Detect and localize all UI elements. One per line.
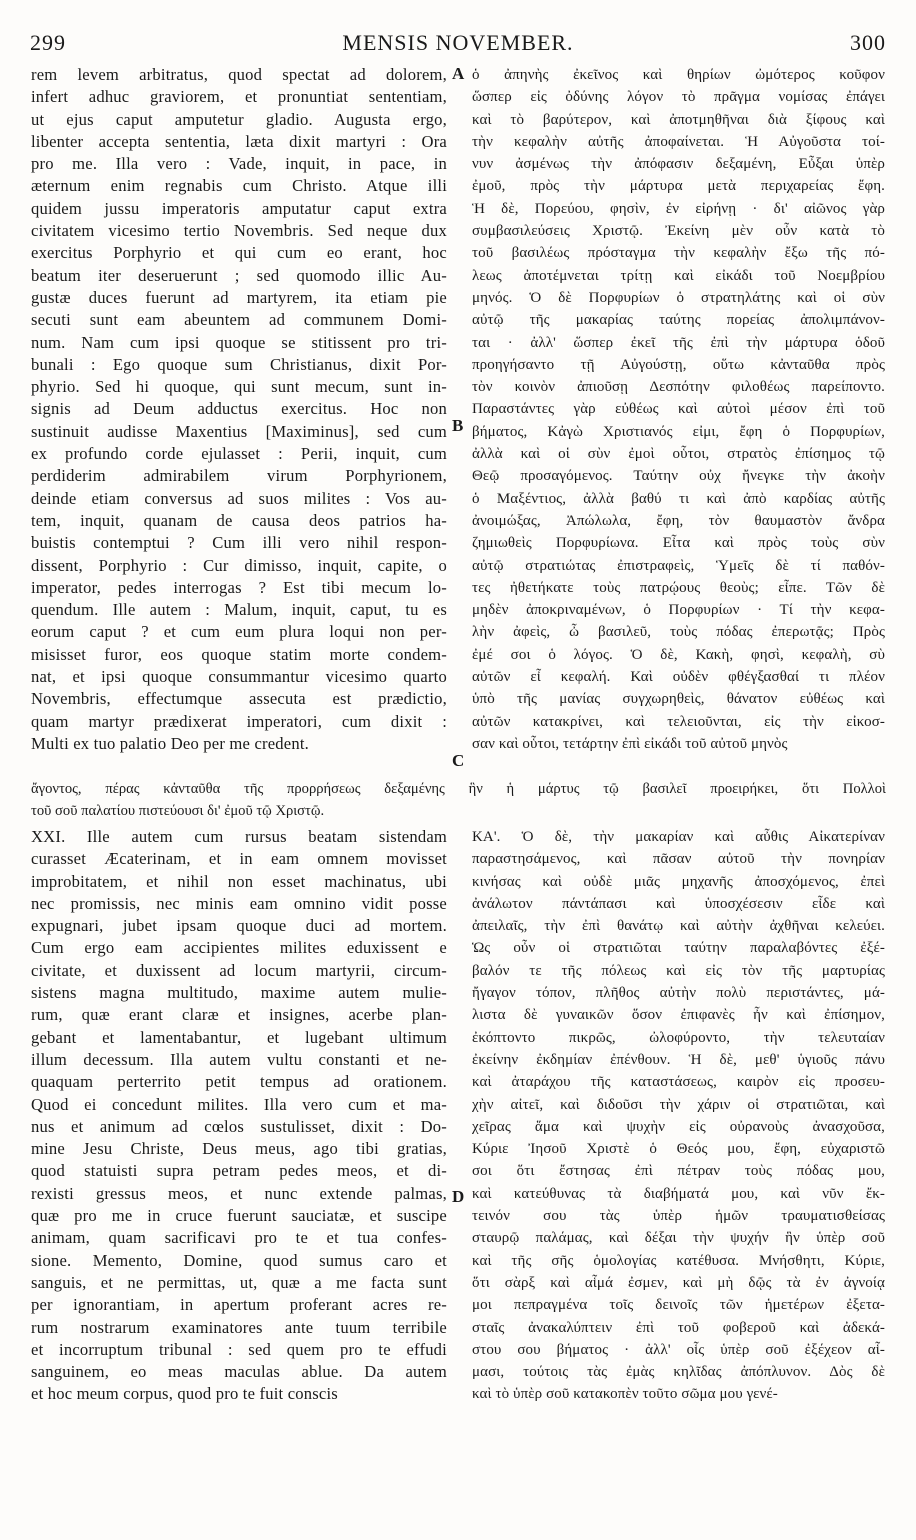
text-line: ut ejus caput amputetur gladio. Augusta ergo, [31,109,447,129]
text-line: mine Jesu Christe, Deus meus, ago tibi gratias, [31,1139,447,1159]
text-line: æternum enim regnabis cum Christo. Atque illi [31,176,447,196]
text-line: num. Nam cum ipsi quoque se stitissent pro tri- [31,332,447,352]
text-line: sanguinem, eo meas maculas ablue. Da autem [31,1362,447,1382]
text-line: χὴν αἰτεῖ, καὶ διδοῦσι τὴν χάριν οἱ στρατιῶται, καὶ [472,1096,885,1113]
text-line: expugnari, jubet ipsam quoque duci ad mortem. [31,916,447,936]
text-line: civitate, et duxissent ad locum martyrii, circum- [31,960,447,980]
text-line: μηδὲν ἀποκριναμένων, ὁ Πορφυρίων · Τί τὴν κεφα- [472,602,885,619]
text-line: quaquam perterrito petit tempus ad orationem. [31,1072,447,1092]
text-line: ζημιωθεὶς Πορφυρίωνα. Εἶτα καὶ πρὸς τοὺς σὺν [472,535,885,552]
text-line: καὶ τῆς σῆς ὁμολογίας κατέθυσα. Μνήσθητι, Κύριε, [472,1252,885,1269]
text-line: καὶ κατεύθυνας τὰ διαβήματά μου, καὶ νῦν ἔκ- [472,1185,885,1202]
text-line: ΚΑ'. Ὁ δὲ, τὴν μακαρίαν καὶ αὖθις Αἰκατερίναν [472,829,885,845]
latin-column-top [31,64,447,755]
text-line: exercitus Porphyrio et qui cum eo erant, hoc [31,243,447,263]
text-line: nec promissis, nec minis eam omnino vidit posse [31,893,447,913]
text-line: et hoc meum corpus, quod pro te fuit conscis [31,1384,338,1404]
text-line: pro me. Illa vero : Vade, inquit, in pace, in [31,154,447,174]
text-line: ὅτι σὰρξ καὶ αἷμά ἐσμεν, καὶ μὴ δῷς τὰ ἐν ἀγνοίᾳ [472,1274,885,1291]
text-line: imperator, pedes interrogas ? Est tibi mecum lo- [31,577,447,597]
text-line: στου σου βήματος · ἀλλ' οἷς ὑπὲρ σοῦ ἐξέχεον αἷ- [472,1341,885,1358]
text-line: et incorruptum tribunal : sed quem pro te effudi [31,1339,447,1359]
text-line: infert adhuc graviorem, et pronuntiat sententiam, [31,87,447,107]
text-line: perdiderim admirabilem virum Porphyrionem, [31,466,447,486]
text-line: σαν καὶ οὗτοι, τετάρτην ἐπὶ εἰκάδι τοῦ αὐτοῦ μηνὸς [472,735,788,752]
text-line: eorum caput ? et cum eum plura loqui non per- [31,622,447,642]
text-line: ἀλλὰ καὶ οἱ σὺν ἐμοὶ οὗτοι, στρατὸς ἐπίσημος τῷ [472,446,885,463]
section-marker-c: C [452,751,465,770]
text-line: ται · ἀλλ' ὥσπερ ἐκεῖ τῆς ἐπὶ τὴν μάρτυρα ὁδοῦ [472,334,885,351]
text-line: rum, quæ erant claræ et insignes, acerbe plan- [31,1005,447,1025]
greek-column-bottom [472,826,885,1406]
text-line: Multi ex tuo palatio Deo per me credent. [31,733,310,753]
running-title: MENSIS NOVEMBER. [342,30,574,55]
text-line: σοι ὅτι ἔστησας ἐπὶ πέτραν τοὺς πόδας μου, [472,1163,885,1180]
text-line: καὶ τὸ ὑπὲρ σοῦ κατακοπὲν τοῦτο σῶμα μου γενέ- [472,1386,778,1403]
text-line: καὶ ἀταράχου τῆς καταστάσεως, καιρὸν εἰς προσευ- [472,1074,885,1091]
text-line: τὸν κοινὸν ἀπιοῦσῃ Δεσπότην φιλοθέως παρείποντο. [472,379,885,396]
text-line: sistens magna multitudo, maxime autem mulie- [31,983,447,1003]
text-line: μηνός. Ὁ δὲ Πορφυρίων ὁ στρατηλάτης καὶ οἱ σὺν [472,289,885,306]
text-line: tem, inquit, quanam de causa deos patrios ha- [31,510,447,530]
text-line: per ignorantiam, in apertum proferant acres re- [31,1295,447,1315]
text-line: ὥσπερ εἰς ὀδύνης λόγον τὸ πρᾶγμα νομίσας ἐπάγει [472,89,885,106]
text-line: καὶ τὸ βαρύτερον, καὶ ἀποτμηθῆναι διὰ ξίφους καὶ [472,111,885,128]
text-line: λεως ἀποτέμνεται τρίτῃ καὶ εἰκάδι τοῦ Νοεμβρίου [472,267,885,284]
section-marker-d: D [452,1187,465,1206]
text-line: deinde etiam conversus ad suos milites : Vos au- [31,488,447,508]
text-line: μοι πεπραγμένα τοῖς δεινοῖς τῶν ἡμετέρων ἐξετα- [472,1297,885,1314]
text-line: αὐτῷ τῆς μακαρίας ταύτης πορείας ἀπολιμπάνον- [472,312,885,329]
text-line: animam, quam sacrificavi pro te et tua confes- [31,1228,447,1248]
text-line: ἐμοῦ, πρὸς τὴν μάρτυρα μετὰ περιχαρείας ἔφη. [472,178,885,195]
text-line: rexisti gressus meos, et nunc extende palmas, [31,1183,447,1203]
text-line: nat, et ipsi quoque consummantur vicesimo quarto [31,667,447,687]
text-line: ἤγαγον τόπον, πλῆθος αὐτὴν πολὺ περιστάντες, μά- [472,985,885,1002]
text-line: libenter accepta sententia, læta dixit martyri : Ora [31,131,447,151]
text-line: παραστησάμενος, καὶ πᾶσαν αὐτοῦ τὴν πονηρίαν [472,851,885,868]
text-line: Novembris, effectumque assecuta est prædictio, [31,689,447,709]
text-line: Cum ergo eam accipientes milites eduxissent e [31,938,447,958]
text-line: rum nostrarum examinatores ante tuum terribile [31,1317,447,1337]
text-line: sanguis, et ne permittas, ut, quæ a me facta sunt [31,1272,447,1292]
text-line: secuti sunt eam abeuntem ad communem Domi- [31,310,447,330]
text-line: ἀνοιμώξας, Ἀπώλωλα, ἔφη, τὸν θαυμαστὸν ἄνδρα [472,512,885,529]
text-line: μασι, τούτοις τὰς ἐμὰς κηλῖδας ἀπόπλυνον. Δὸς δὲ [472,1364,885,1381]
text-line: Ἡ δὲ, Πορεύου, φησὶν, ἐν εἰρήνῃ · δι' αἰῶνος γὰρ [472,200,885,217]
text-line: ἐκείνην ἐκδημίαν ἐπένθουν. Ἡ δὲ, μεθ' ὑγιοῦς πάνυ [472,1051,885,1068]
text-line: Quod ei concedunt milites. Illa vero cum et ma- [31,1094,447,1114]
text-line: σταῖς ἀνακαλύπτειν ἐπὶ τοῦ φοβεροῦ καὶ ἀδεκά- [472,1319,885,1336]
text-line: illum decessum. Illa autem vultu constanti et ne- [31,1049,447,1069]
text-line: Κύριε Ἰησοῦ Χριστὲ ὁ Θεός μου, ἔφη, εὐχαριστῶ [472,1141,885,1158]
text-line: ἀνάλωτον πάντάπασι καὶ ὑποσχέσεσιν εἶδε καὶ [472,895,885,912]
text-line: σταυρῷ παλάμας, καὶ δέξαι τὴν ψυχήν ἣν ὑπὲρ σοῦ [472,1230,885,1247]
text-line: ὁ Μαξέντιος, ἀλλὰ βαθύ τι καὶ ἀπὸ καρδίας αὐτῆς [472,490,885,507]
text-line: buistis contemptui ? Cum illi vero nihil respon- [31,533,447,553]
text-line: συμβασιλεύσεις Χριστῷ. Ἐκείνη μὲν οὖν κατὰ τὸ [472,223,885,240]
text-line: sione. Memento, Domine, quod sumus caro et [31,1250,447,1270]
text-line: κινήσας καὶ οὐδὲ μιᾶς μηχανῆς ἀποσχόμενος, ἐπεὶ [472,873,885,890]
text-line: λὴν ἀφεὶς, ὦ βασιλεῦ, τοὺς πόδας ἐπερωτᾷς; Πρὸς [472,624,885,641]
text-line: bunali : Ego quoque sum Christianus, dixit Por- [31,354,447,374]
text-line: χεῖρας ἅμα καὶ ψυχὴν εἰς οὐρανοὺς ἀνασχοῦσα, [472,1118,885,1135]
text-line: Ὡς οὖν οἱ στρατιῶται ταύτην παραλαβόντες ἐξέ- [472,940,885,957]
text-line: ὑπὸ τῆς μανίας συγχωρηθεὶς, θάνατον εὐθέως καὶ [472,691,885,708]
section-marker-a: A [452,64,465,83]
text-line: quidem jussu imperatoris amputatur caput extra [31,198,447,218]
latin-column-bottom [31,826,447,1406]
text-line: sustinuit audisse Maxentius [Maximinus], sed cum [31,421,447,441]
greek-column-top [472,64,885,755]
text-line: ἄγοντος, πέρας κἀνταῦθα τῆς προρρήσεως δεξαμένης ἣν ἡ μάρτυς τῷ βασιλεῖ προειρήκει, ὅτι Πολλοὶ [31,781,886,797]
text-line: quendum. Ille autem : Malum, inquit, caput, tu es [31,600,447,620]
text-line: νυν ἀσμένως τὴν ἀπόφασιν δεξαμένη, Εὖξαι ὑπὲρ [472,156,885,173]
text-line: τὴν κεφαλὴν αὐτῆς ἀποφαίνεται. Ἡ Αὐγοῦστα τοί- [472,133,885,150]
text-line: αὐτῶν κατακρίνει, καὶ τελειοῦνται, εἰς τὴν εἰκοσ- [472,713,885,730]
greek-full-width-lines [31,778,886,823]
text-line: αὐτῷ στρατιώτας ἐπιστραφεὶς, Ὑμεῖς δὲ τί παθόν- [472,557,885,574]
text-line: curasset Æcaterinam, et in eam omnem movisset [31,849,447,869]
text-line: τεινόν σου τὰς ὑπὲρ ἡμῶν τραυματισθείσας [472,1208,885,1225]
page-number-right: 300 [850,30,886,55]
text-line: gebant et lamentabantur, et lugebant ultimum [31,1027,447,1047]
text-line: βήματος, Κἀγὼ Χριστιανός εἰμι, ἔφη ὁ Πορφυρίων, [472,423,885,440]
text-line: τοῦ σοῦ παλατίου πιστεύουσι δι' ἐμοῦ τῷ Χριστῷ. [31,803,325,820]
text-line: τοῦ βασιλέως πρόσταγμα τὴν κεφαλὴν ἔξω τῆς πό- [472,245,885,262]
page-number-left: 299 [30,30,66,55]
text-line: ὁ ἀπηνὴς ἐκεῖνος καὶ θηρίων ὠμότερος κοῦφον [472,67,885,83]
text-line: Παραστάντες γὰρ εὐθέως καὶ αὐτοὶ μέσον ἐπὶ τοῦ [472,401,885,418]
text-line: λιστα δὲ γυναικῶν ὅσον ἐπιφανὲς ἦν καὶ ἐπίσημον, [472,1007,885,1024]
section-marker-b: B [452,416,464,435]
text-line: quam martyr prædixerat imperatori, cum dixit : [31,711,447,731]
text-line: quod statuisti supra petram pedes meos, et di- [31,1161,447,1181]
text-line: rem levem arbitratus, quod spectat ad dolorem, [31,65,447,84]
text-line: phyrio. Sed hi quoque, qui sunt mecum, sunt in- [31,377,447,397]
text-line: ἐμέ σοι ὁ λόγος. Ὁ δὲ, Κακὴ, φησὶ, κεφαλὴ, σὺ [472,646,885,663]
text-line: gustæ duces fuerunt ad martyrem, ita etiam pie [31,287,447,307]
text-line: Θεῷ προσαγόμενος. Ταύτην οὐχ ἤνεγκε τὴν ἀκοὴν [472,468,885,485]
text-line: ἀπειλαῖς, τὴν ἐπὶ θανάτῳ καὶ αὐτὴν ἀχθῆναι κελεύει. [472,918,885,935]
text-line: XXI. Ille autem cum rursus beatam sistendam [31,827,447,846]
text-line: quæ pro me in cruce fuerunt sauciatæ, et suscipe [31,1206,447,1226]
text-line: ex profundo corde ejulasset : Perii, inquit, cum [31,444,447,464]
text-line: αὐτῶν εἶ κεφαλή. Καὶ οὐδὲν φθέγξασθαί τι πλέον [472,669,885,686]
text-line: nus et animum ad cœlos sustulisset, dixit : Do- [31,1116,447,1136]
text-line: misisset furor, eos quoque statim morte condem- [31,644,447,664]
page-header [30,30,886,62]
text-line: civitatem vicesimo tertio Novembris. Sed neque dux [31,221,447,241]
text-line: improbitatem, et nihil non esset machinatus, ubi [31,871,447,891]
text-line: dissent, Porphyrio : Cur dimisso, inquit, capite, o [31,555,447,575]
text-line: τες ἠθετήκατε τοὺς πατρῴους θεοὺς; εἶπε. Τῶν δὲ [472,579,885,596]
text-line: signis ad Deum adductus exercitus. Hoc non [31,399,447,419]
text-line: προηγήσαντο τῇ Αὐγούστῃ, οὕτω κἀνταῦθα πρὸς [472,356,885,373]
text-line: βαλόν τε τῆς πόλεως καὶ εἰς τὸν τῆς μαρτυρίας [472,962,885,979]
text-line: ἐκόπτοντο πικρῶς, ὠλοφύροντο, τὴν τελευταίαν [472,1029,885,1046]
text-line: beatum iter deseruerunt ; sed quomodo illic Au- [31,265,447,285]
